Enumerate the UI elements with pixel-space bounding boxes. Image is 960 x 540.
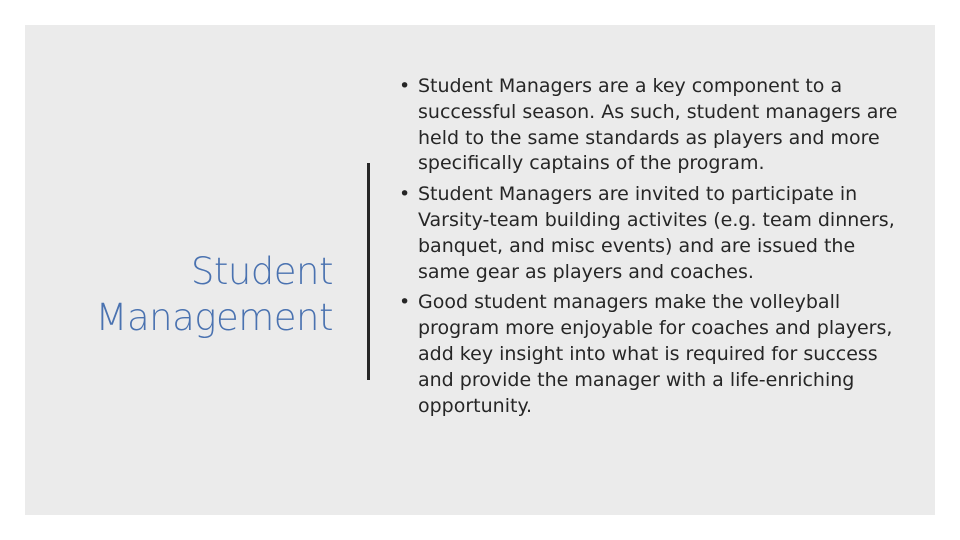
slide-title-line-2: Management: [95, 296, 333, 339]
bullet-list: [399, 74, 899, 424]
bullet-text: Student Managers are invited to participate in Varsity-team building activites (e.g. team dinners, banquet, and misc events) and are issued the same gear as players and coaches.: [418, 183, 895, 283]
bullet-icon: •: [399, 291, 411, 314]
bullet-text: Student Managers are a key component to a successful season. As such, student managers are held to the same standards as players and more specifically captains of the program.: [418, 75, 898, 175]
bullet-item: [399, 182, 899, 285]
bullet-icon: •: [399, 75, 411, 97]
slide-title: [33, 249, 333, 341]
bullet-icon: •: [399, 183, 411, 206]
slide-title-line-1: Student: [190, 250, 333, 293]
bullet-text: Good student managers make the volleyball program more enjoyable for coaches and players, add key insight into what is required for success and provide the manager with a life-enriching opportunity.: [418, 291, 893, 417]
bullet-item: [399, 290, 899, 419]
vertical-divider: [367, 163, 370, 380]
bullet-item: [399, 74, 899, 177]
slide: [25, 25, 935, 515]
